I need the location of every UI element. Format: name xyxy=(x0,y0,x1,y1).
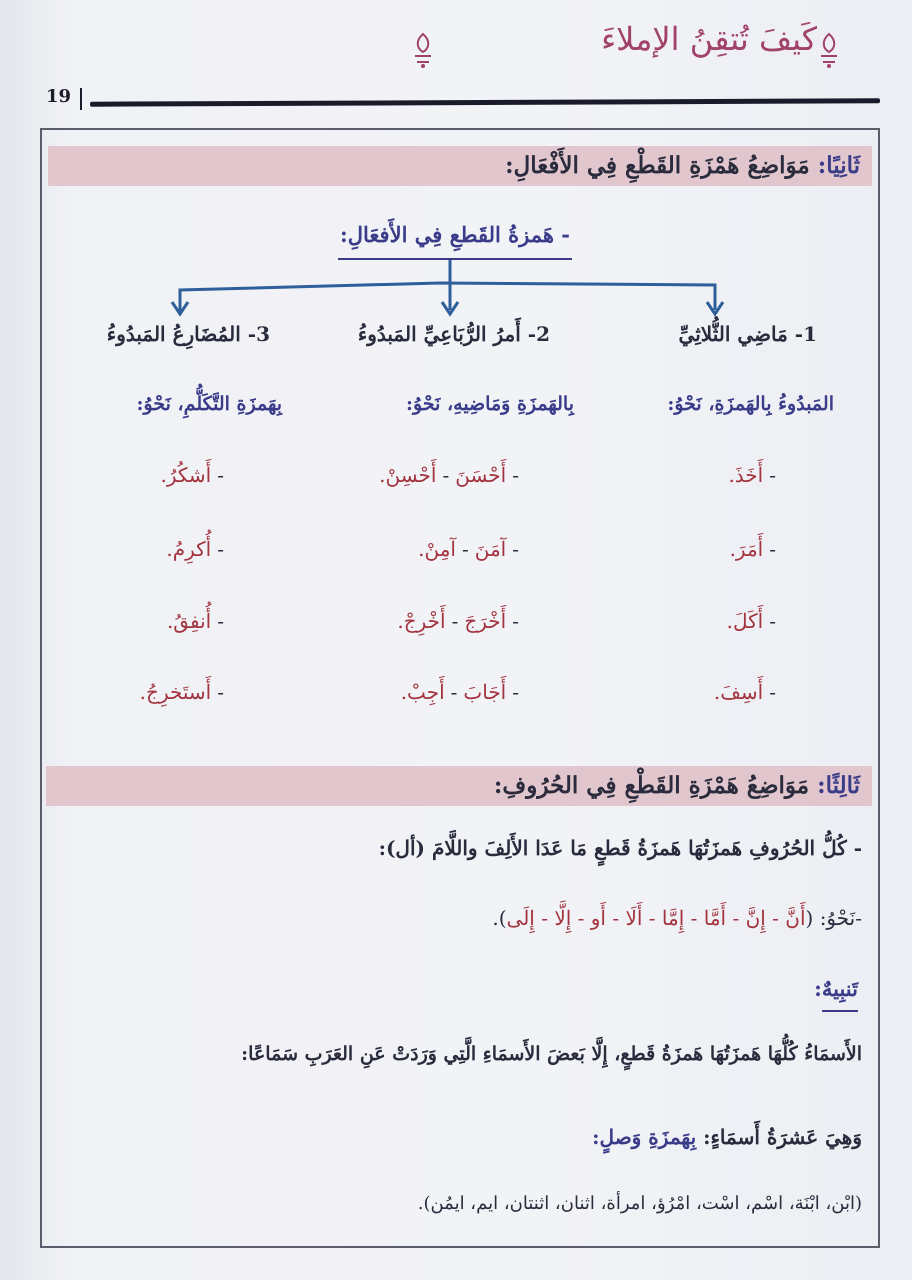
example-item: -أُنفِقُ. xyxy=(166,609,224,633)
example-suffix: ). xyxy=(492,906,507,930)
example-item: -أَمَرَ. xyxy=(729,537,776,561)
example-item: -أَخَذَ. xyxy=(728,463,776,487)
letters-rule: - كُلُّ الحُرُوفِ هَمزَتُهَا هَمزَةُ قَطعٍ مَا عَدَا الأَلِفَ واللَّامَ (أل): xyxy=(378,836,862,860)
example-prefix: -نَحْوُ: ( xyxy=(805,906,862,930)
section-heading-letters xyxy=(46,766,872,806)
note-heading: تَنبِيهٌ: xyxy=(814,976,858,1001)
example-item: -أُكرِمُ. xyxy=(166,537,224,561)
category-sub-2: بِالهَمزَةِ وَمَاضِيهِ، نَحْوُ: xyxy=(406,393,574,415)
example-letters: أَنَّ - إِنَّ - أَمَّا - إِمَّا - أَلَا - أَو - إِلَّا - إِلَى xyxy=(506,906,806,930)
section-title: مَوَاضِعُ هَمْزَةِ القَطْعِ فِي الأَفْعَالِ: xyxy=(505,152,818,179)
section-title: مَوَاضِعُ هَمْزَةِ القَطْعِ فِي الحُرُوفِ: xyxy=(493,772,818,799)
ten-names-line xyxy=(592,1125,862,1149)
names-list: (ابْن، ابْنَة، اسْم، اسْت، امْرُؤ، امرأة، اثنان، اثنتان، ايم، ايمُن). xyxy=(417,1193,862,1214)
ten-names-label: وَهِيَ عَشرَةُ أَسمَاءٍ: xyxy=(703,1125,862,1149)
example-item: -أَشكُرُ. xyxy=(160,463,224,487)
example-item: -أَحْسَنَ-أَحْسِنْ. xyxy=(379,463,519,487)
example-item: -أَستَخرِجُ. xyxy=(139,680,224,704)
example-item: -آمَنَ-آمِنْ. xyxy=(418,537,519,561)
page-number: 19 xyxy=(46,86,72,107)
ten-names-rest: بِهَمزَةِ وَصلٍ: xyxy=(592,1125,704,1149)
category-head-1: 1- مَاضِي الثُّلاثِيِّ xyxy=(678,322,817,346)
note-text: الأَسمَاءُ كُلُّهَا هَمزَتُهَا هَمزَةُ قَطعٍ، إِلَّا بَعضَ الأَسمَاءِ الَّتِي وَرَدَتْ عَنِ العَرَبِ سَمَاعًا: xyxy=(241,1043,862,1065)
tree-title: - هَمزةُ القَطعِ فِي الأَفعَالِ: xyxy=(340,222,570,247)
example-item: -أَجَابَ-أَجِبْ. xyxy=(400,680,519,704)
category-sub-3: بِهَمزَةِ التَّكَلُّمِ، نَحْوُ: xyxy=(136,393,282,415)
category-head-3: 3- المُضَارِعُ المَبدُوءُ xyxy=(106,322,270,346)
section-label: ثَالِثًا: xyxy=(817,772,860,799)
tree-connector-lines xyxy=(0,0,912,340)
book-title: كَيفَ تُتقِنُ الإملاءَ xyxy=(601,20,817,58)
note-heading-underline xyxy=(822,1010,858,1012)
category-sub-1: المَبدُوءُ بِالهَمزَةِ، نَحْوُ: xyxy=(667,393,834,415)
example-item: -أَكَلَ. xyxy=(726,609,776,633)
example-item: -أَسِفَ. xyxy=(713,680,776,704)
category-head-2: 2- أَمرُ الرُّبَاعِيِّ المَبدُوءُ xyxy=(357,322,550,346)
section-label: ثَانِيًا: xyxy=(817,152,860,179)
letters-examples xyxy=(492,906,862,930)
example-item: -أَخْرَجَ-أَخْرِجْ. xyxy=(397,609,519,633)
